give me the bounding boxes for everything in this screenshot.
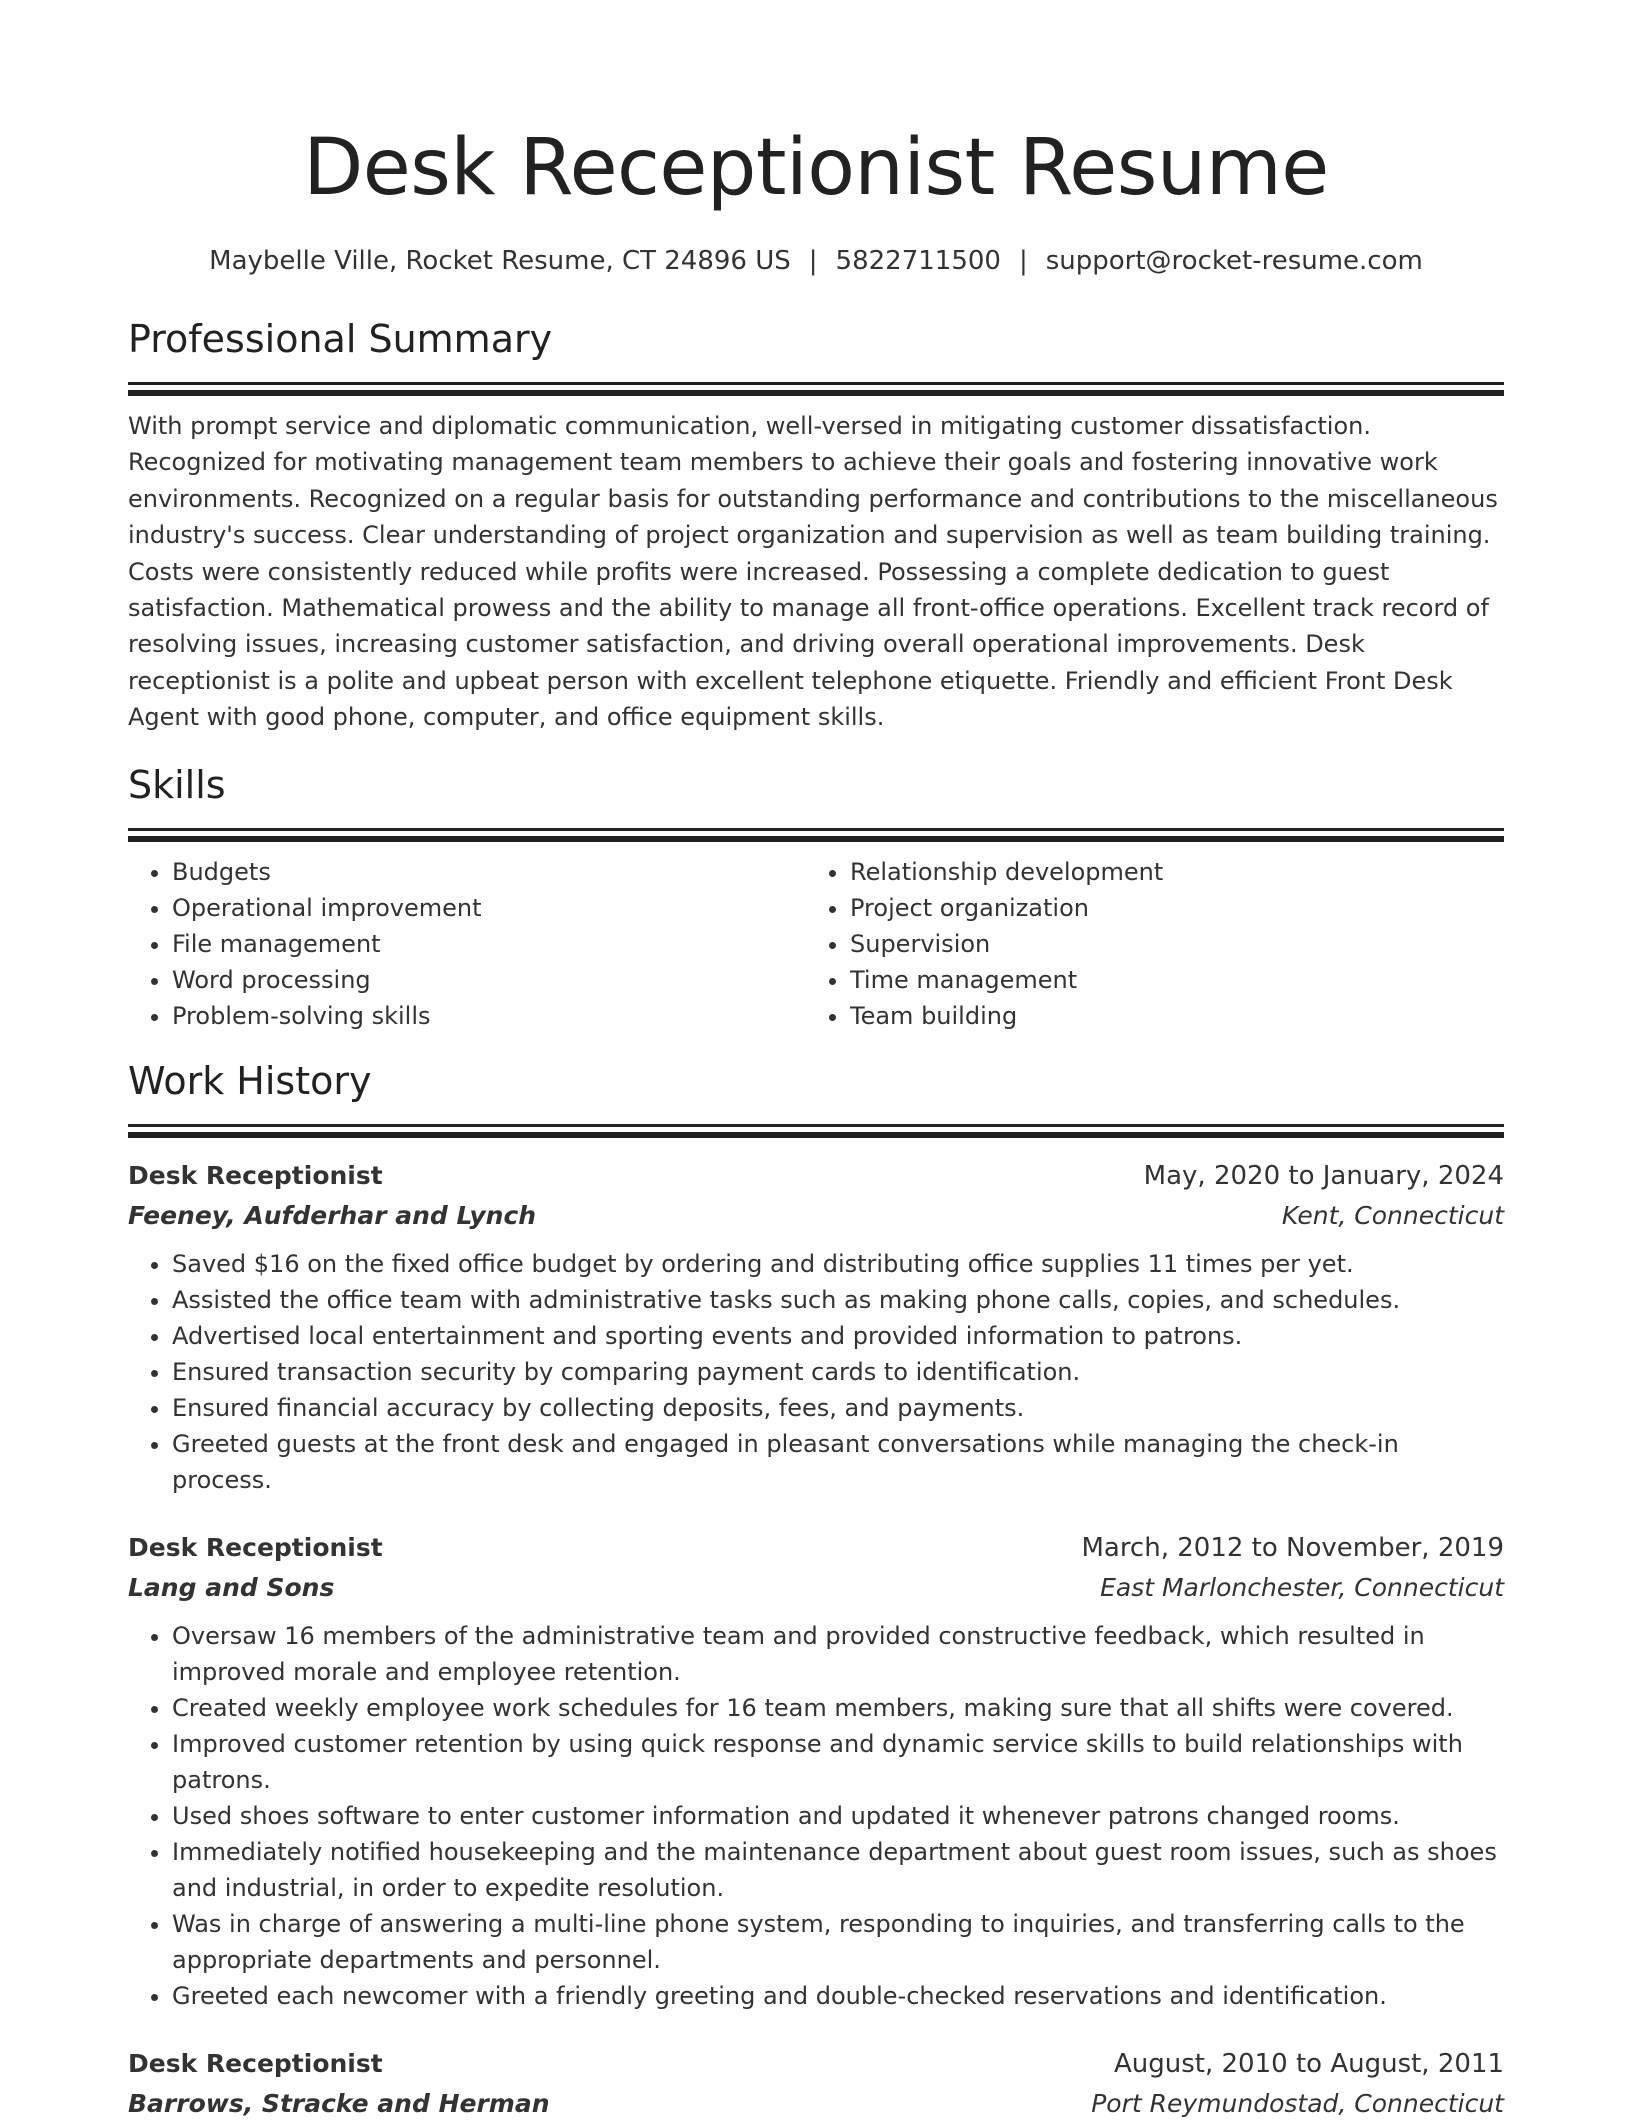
- job-dates: May, 2020 to January, 2024: [1143, 1160, 1504, 1191]
- summary-text: With prompt service and diplomatic communication, well-versed in mitigating customer dissatisfaction. Recognized for motivating management team members to achieve their goals and fostering innovative work environments. Recognized on a regular basis for outstanding performance and contributions to the miscellaneous industry's success. Clear understanding of project organization and supervision as well as team building training. Costs were consistently reduced while profits were increased. Possessing a complete dedication to guest satisfaction. Mathematical prowess and the ability to manage all front-office operations. Excellent track record of resolving issues, increasing customer satisfaction, and driving overall operational improvements. Desk receptionist is a polite and upbeat person with excellent telephone etiquette. Friendly and efficient Front Desk Agent with good phone, computer, and office equipment skills.: [128, 412, 1498, 732]
- job-company: Lang and Sons: [128, 1572, 335, 1602]
- section-divider: [128, 836, 1504, 842]
- contact-address: Maybelle Ville, Rocket Resume, CT 24896 US: [209, 246, 791, 276]
- skills-section-header: [128, 760, 1504, 842]
- job-company-row: [128, 1196, 1504, 1236]
- job-duty: • Greeted each newcomer with a friendly greeting and double-checked reservations and identification.: [172, 1978, 1504, 2014]
- skill-item: • Operational improvement: [172, 890, 806, 926]
- skill-item: • Problem-solving skills: [172, 998, 806, 1034]
- summary-heading: Professional Summary: [128, 317, 553, 361]
- job-duty: • Immediately notified housekeeping and the maintenance department about guest room issues, such as shoes and industrial, in order to expedite resolution.: [172, 1834, 1504, 1906]
- skills-heading: Skills: [128, 762, 226, 807]
- job-header-row: [128, 2044, 1504, 2084]
- skills-column-right: [806, 854, 1484, 1034]
- job-company-row: [128, 2084, 1504, 2124]
- skill-item: • File management: [172, 926, 806, 962]
- skill-item: • Time management: [850, 962, 1484, 998]
- job-entry: [128, 1528, 1504, 2014]
- contact-separator: |: [1018, 246, 1028, 276]
- job-duty: • Advertised local entertainment and sporting events and provided information to patrons.: [172, 1318, 1504, 1354]
- job-company: Feeney, Aufderhar and Lynch: [128, 1200, 537, 1230]
- job-header-row: [128, 1528, 1504, 1568]
- skills-list: [128, 854, 1504, 1034]
- job-duties-list: [128, 1246, 1504, 1498]
- resume-page: [128, 0, 1504, 2124]
- summary-section-header: [128, 314, 1504, 396]
- contact-separator: |: [808, 246, 818, 276]
- skill-item: • Word processing: [172, 962, 806, 998]
- skills-column-left: [128, 854, 806, 1034]
- job-duty: • Oversaw 16 members of the administrative team and provided constructive feedback, which resulted in improved morale and employee retention.: [172, 1618, 1504, 1690]
- contact-phone: 5822711500: [835, 246, 1001, 276]
- job-duty: • Ensured transaction security by comparing payment cards to identification.: [172, 1354, 1504, 1390]
- skill-item: • Relationship development: [850, 854, 1484, 890]
- section-divider: [128, 382, 1504, 385]
- job-location: Kent, Connecticut: [1281, 1200, 1504, 1230]
- contact-line: [128, 244, 1504, 278]
- work-section-header: [128, 1056, 1504, 1138]
- job-title: Desk Receptionist: [128, 2048, 383, 2078]
- job-duty: • Saved $16 on the fixed office budget by ordering and distributing office supplies 11 times per yet.: [172, 1246, 1504, 1282]
- job-duty: • Improved customer retention by using quick response and dynamic service skills to build relationships with patrons.: [172, 1726, 1504, 1798]
- job-duty: • Ensured financial accuracy by collecting deposits, fees, and payments.: [172, 1390, 1504, 1426]
- work-heading: Work History: [128, 1058, 372, 1103]
- skill-item: • Supervision: [850, 926, 1484, 962]
- section-divider: [128, 390, 1504, 396]
- skill-item: • Project organization: [850, 890, 1484, 926]
- job-duty: • Used shoes software to enter customer information and updated it whenever patrons changed rooms.: [172, 1798, 1504, 1834]
- skill-item: • Budgets: [172, 854, 806, 890]
- job-duty: • Assisted the office team with administrative tasks such as making phone calls, copies, and schedules.: [172, 1282, 1504, 1318]
- job-duty: • Was in charge of answering a multi-line phone system, responding to inquiries, and transferring calls to the appropriate departments and personnel.: [172, 1906, 1504, 1978]
- job-duty: • Created weekly employee work schedules for 16 team members, making sure that all shifts were covered.: [172, 1690, 1504, 1726]
- job-entry: [128, 1156, 1504, 1498]
- job-dates: March, 2012 to November, 2019: [1081, 1532, 1504, 1563]
- section-divider: [128, 1124, 1504, 1127]
- job-duty: • Greeted guests at the front desk and engaged in pleasant conversations while managing the check-in process.: [172, 1426, 1504, 1498]
- job-duties-list: [128, 1618, 1504, 2014]
- skill-item: • Team building: [850, 998, 1484, 1034]
- job-location: East Marlonchester, Connecticut: [1100, 1572, 1504, 1602]
- job-header-row: [128, 1156, 1504, 1196]
- section-divider: [128, 828, 1504, 831]
- job-company: Barrows, Stracke and Herman: [128, 2088, 550, 2118]
- job-location: Port Reymundostad, Connecticut: [1091, 2088, 1504, 2118]
- job-title: Desk Receptionist: [128, 1160, 383, 1190]
- job-title: Desk Receptionist: [128, 1532, 383, 1562]
- resume-title: Desk Receptionist Resume: [303, 123, 1329, 213]
- job-company-row: [128, 1568, 1504, 1608]
- job-dates: August, 2010 to August, 2011: [1114, 2048, 1504, 2079]
- contact-email: support@rocket-resume.com: [1045, 246, 1423, 276]
- section-divider: [128, 1132, 1504, 1138]
